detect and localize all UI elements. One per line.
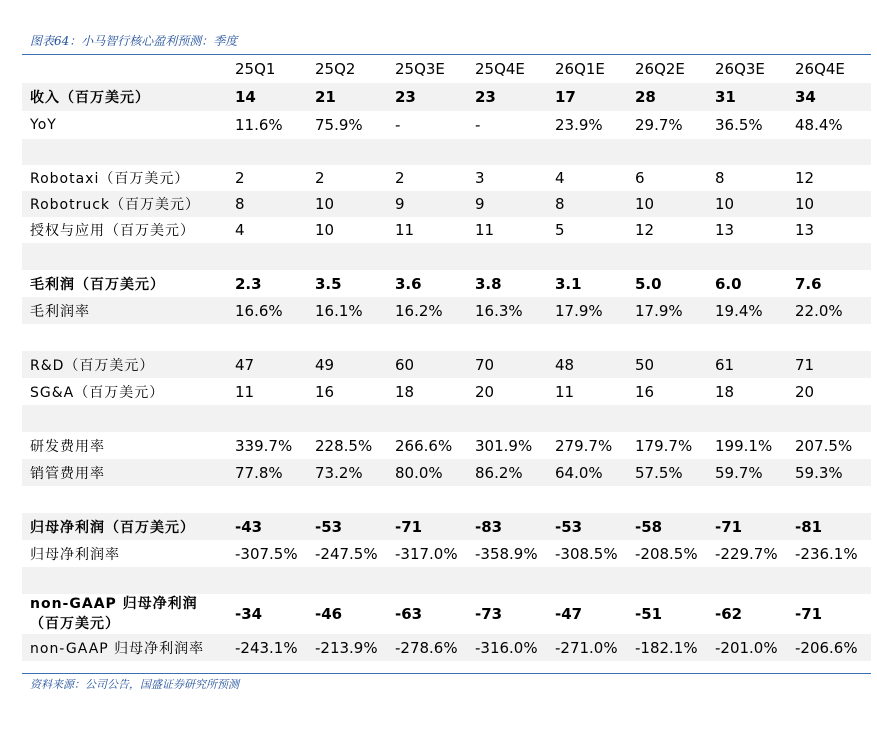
table-cell xyxy=(547,567,627,594)
figure-caption: 图表64：小马智行核心盈利预测：季度 xyxy=(30,34,238,48)
table-cell: 12 xyxy=(787,165,871,191)
table-cell: 70 xyxy=(467,351,547,378)
table-cell: 2 xyxy=(227,165,307,191)
table-cell xyxy=(387,324,467,351)
source-note: 资料来源：公司公告，国盛证券研究所预测 xyxy=(30,678,239,691)
table-cell: 179.7% xyxy=(627,432,707,459)
column-header: 26Q4E xyxy=(787,55,871,83)
table-cell: 59.7% xyxy=(707,459,787,486)
table-cell: 73.2% xyxy=(307,459,387,486)
table-cell: 199.1% xyxy=(707,432,787,459)
table-cell: 11 xyxy=(467,217,547,243)
bottom-rule xyxy=(22,673,871,674)
column-header: 25Q3E xyxy=(387,55,467,83)
table-cell: 57.5% xyxy=(627,459,707,486)
table-cell: 18 xyxy=(387,378,467,405)
table-cell xyxy=(707,243,787,270)
table-cell: 2 xyxy=(307,165,387,191)
row-label: non-GAAP 归母净利润率 xyxy=(22,634,227,661)
column-header: 25Q2 xyxy=(307,55,387,83)
table-row xyxy=(22,270,871,297)
table-cell xyxy=(467,324,547,351)
table-cell: 23.9% xyxy=(547,111,627,139)
table-cell: 7.6 xyxy=(787,270,871,297)
table-cell: -71 xyxy=(787,594,871,634)
table-cell: 10 xyxy=(707,191,787,217)
table-cell: 16.6% xyxy=(227,297,307,324)
table-cell: 279.7% xyxy=(547,432,627,459)
table-cell: 10 xyxy=(627,191,707,217)
table-cell: 6.0 xyxy=(707,270,787,297)
row-label xyxy=(22,324,227,351)
row-label: Robotruck（百万美元） xyxy=(22,191,227,217)
table-cell: 228.5% xyxy=(307,432,387,459)
table-cell xyxy=(227,139,307,165)
table-cell xyxy=(307,139,387,165)
row-label: 归母净利润（百万美元） xyxy=(22,513,227,540)
table-cell: 10 xyxy=(307,217,387,243)
table-cell xyxy=(547,405,627,432)
table-cell: 29.7% xyxy=(627,111,707,139)
table-cell: -71 xyxy=(387,513,467,540)
row-label xyxy=(22,567,227,594)
table-cell xyxy=(627,139,707,165)
table-cell xyxy=(787,324,871,351)
table-cell: 17.9% xyxy=(627,297,707,324)
table-row xyxy=(22,634,871,661)
table-cell xyxy=(387,567,467,594)
table-cell: -206.6% xyxy=(787,634,871,661)
table-cell xyxy=(547,139,627,165)
table-cell xyxy=(627,243,707,270)
table-cell: -229.7% xyxy=(707,540,787,567)
table-cell: -316.0% xyxy=(467,634,547,661)
table-cell xyxy=(707,486,787,513)
table-cell: 48.4% xyxy=(787,111,871,139)
table-cell: - xyxy=(467,111,547,139)
table-cell: 2.3 xyxy=(227,270,307,297)
table-cell xyxy=(387,243,467,270)
table-cell xyxy=(627,567,707,594)
table-cell: - xyxy=(387,111,467,139)
row-label: 归母净利润率 xyxy=(22,540,227,567)
table-cell: 266.6% xyxy=(387,432,467,459)
table-cell xyxy=(707,139,787,165)
table-cell: -317.0% xyxy=(387,540,467,567)
table-cell xyxy=(227,243,307,270)
table-cell: -213.9% xyxy=(307,634,387,661)
table-cell: 20 xyxy=(787,378,871,405)
table-cell: 59.3% xyxy=(787,459,871,486)
row-label xyxy=(22,486,227,513)
table-row xyxy=(22,351,871,378)
table-row xyxy=(22,486,871,513)
table-cell xyxy=(467,139,547,165)
row-label: YoY xyxy=(22,111,227,139)
forecast-table xyxy=(22,55,871,661)
table-cell: -201.0% xyxy=(707,634,787,661)
table-cell: -208.5% xyxy=(627,540,707,567)
table-cell: 18 xyxy=(707,378,787,405)
table-cell xyxy=(627,405,707,432)
row-label: SG&A（百万美元） xyxy=(22,378,227,405)
table-cell: 20 xyxy=(467,378,547,405)
table-cell: -81 xyxy=(787,513,871,540)
table-cell: 16 xyxy=(627,378,707,405)
row-label: non-GAAP 归母净利润（百万美元） xyxy=(22,594,227,634)
column-header: 25Q1 xyxy=(227,55,307,83)
table-row xyxy=(22,217,871,243)
table-cell xyxy=(307,405,387,432)
table-cell xyxy=(707,567,787,594)
table-cell: -83 xyxy=(467,513,547,540)
table-cell: 21 xyxy=(307,83,387,111)
table-row xyxy=(22,243,871,270)
table-cell xyxy=(547,324,627,351)
table-cell: 5 xyxy=(547,217,627,243)
table-cell xyxy=(387,139,467,165)
table-cell: 11 xyxy=(547,378,627,405)
table-cell: 64.0% xyxy=(547,459,627,486)
row-label xyxy=(22,139,227,165)
table-cell: -46 xyxy=(307,594,387,634)
row-label xyxy=(22,405,227,432)
table-cell: -278.6% xyxy=(387,634,467,661)
table-cell: 9 xyxy=(387,191,467,217)
table-cell: 3 xyxy=(467,165,547,191)
table-cell: 49 xyxy=(307,351,387,378)
header-corner xyxy=(22,55,227,83)
table-cell: -247.5% xyxy=(307,540,387,567)
column-header: 25Q4E xyxy=(467,55,547,83)
table-cell xyxy=(467,567,547,594)
column-header: 26Q1E xyxy=(547,55,627,83)
table-cell: -53 xyxy=(547,513,627,540)
table-row xyxy=(22,594,871,634)
table-cell: 48 xyxy=(547,351,627,378)
table-cell: 23 xyxy=(467,83,547,111)
column-header: 26Q2E xyxy=(627,55,707,83)
table-cell: -182.1% xyxy=(627,634,707,661)
table-cell xyxy=(387,486,467,513)
table-cell: -63 xyxy=(387,594,467,634)
table-cell: 22.0% xyxy=(787,297,871,324)
table-cell: 12 xyxy=(627,217,707,243)
table-cell: 71 xyxy=(787,351,871,378)
table-cell xyxy=(787,486,871,513)
table-cell: 13 xyxy=(787,217,871,243)
table-cell xyxy=(387,405,467,432)
table-cell xyxy=(787,405,871,432)
table-row xyxy=(22,540,871,567)
table-cell: 11.6% xyxy=(227,111,307,139)
table-cell: 75.9% xyxy=(307,111,387,139)
row-label: 研发费用率 xyxy=(22,432,227,459)
table-cell: 16.2% xyxy=(387,297,467,324)
table-cell: 13 xyxy=(707,217,787,243)
table-row xyxy=(22,165,871,191)
table-cell: 10 xyxy=(787,191,871,217)
table-cell: 3.5 xyxy=(307,270,387,297)
table-cell: -73 xyxy=(467,594,547,634)
row-label: 销管费用率 xyxy=(22,459,227,486)
table-cell xyxy=(227,486,307,513)
table-cell: -43 xyxy=(227,513,307,540)
table-cell xyxy=(307,243,387,270)
row-label: Robotaxi（百万美元） xyxy=(22,165,227,191)
table-cell: 31 xyxy=(707,83,787,111)
table-cell: -51 xyxy=(627,594,707,634)
table-cell: 61 xyxy=(707,351,787,378)
table-cell: 77.8% xyxy=(227,459,307,486)
table-cell xyxy=(627,324,707,351)
table-cell: 207.5% xyxy=(787,432,871,459)
table-row xyxy=(22,405,871,432)
table-cell: -358.9% xyxy=(467,540,547,567)
table-cell: 6 xyxy=(627,165,707,191)
row-label xyxy=(22,243,227,270)
table-cell xyxy=(227,567,307,594)
table-cell: 14 xyxy=(227,83,307,111)
table-cell: 8 xyxy=(547,191,627,217)
table-cell: 17 xyxy=(547,83,627,111)
table-cell: 3.1 xyxy=(547,270,627,297)
table-cell: 60 xyxy=(387,351,467,378)
table-cell: -71 xyxy=(707,513,787,540)
table-row xyxy=(22,459,871,486)
table-cell: 11 xyxy=(227,378,307,405)
table-cell: 16.1% xyxy=(307,297,387,324)
table-cell: 50 xyxy=(627,351,707,378)
table-cell xyxy=(787,567,871,594)
table-row xyxy=(22,191,871,217)
table-cell: 23 xyxy=(387,83,467,111)
table-cell: -308.5% xyxy=(547,540,627,567)
table-cell xyxy=(707,405,787,432)
table-cell: 17.9% xyxy=(547,297,627,324)
column-header: 26Q3E xyxy=(707,55,787,83)
table-cell xyxy=(787,243,871,270)
table-cell: 2 xyxy=(387,165,467,191)
table-cell: 3.8 xyxy=(467,270,547,297)
header-row xyxy=(22,55,871,83)
row-label: 收入（百万美元） xyxy=(22,83,227,111)
table-row xyxy=(22,83,871,111)
table-cell: 8 xyxy=(227,191,307,217)
table-cell: 301.9% xyxy=(467,432,547,459)
table-cell: 80.0% xyxy=(387,459,467,486)
table-cell: -243.1% xyxy=(227,634,307,661)
table-cell xyxy=(307,567,387,594)
row-label: 毛利润率 xyxy=(22,297,227,324)
table-row xyxy=(22,324,871,351)
table-cell: 4 xyxy=(547,165,627,191)
table-cell xyxy=(547,243,627,270)
row-label: 毛利润（百万美元） xyxy=(22,270,227,297)
table-cell xyxy=(787,139,871,165)
table-cell xyxy=(707,324,787,351)
table-cell: -53 xyxy=(307,513,387,540)
table-row xyxy=(22,567,871,594)
table-cell: 34 xyxy=(787,83,871,111)
table-cell: 8 xyxy=(707,165,787,191)
table-cell: -62 xyxy=(707,594,787,634)
table-cell xyxy=(227,405,307,432)
table-cell xyxy=(467,243,547,270)
table-cell xyxy=(627,486,707,513)
row-label: 授权与应用（百万美元） xyxy=(22,217,227,243)
table-cell: 10 xyxy=(307,191,387,217)
table-row xyxy=(22,297,871,324)
table-cell: -34 xyxy=(227,594,307,634)
table-cell: -58 xyxy=(627,513,707,540)
table-cell: 28 xyxy=(627,83,707,111)
table-cell: -271.0% xyxy=(547,634,627,661)
table-cell: 16.3% xyxy=(467,297,547,324)
table-cell xyxy=(307,486,387,513)
table-row xyxy=(22,139,871,165)
table-cell: -236.1% xyxy=(787,540,871,567)
table-row xyxy=(22,432,871,459)
table-cell: 86.2% xyxy=(467,459,547,486)
table-cell: -307.5% xyxy=(227,540,307,567)
table-cell xyxy=(307,324,387,351)
table-cell: 3.6 xyxy=(387,270,467,297)
table-cell: 11 xyxy=(387,217,467,243)
table-cell: -47 xyxy=(547,594,627,634)
table-cell xyxy=(227,324,307,351)
table-cell: 339.7% xyxy=(227,432,307,459)
table-cell xyxy=(547,486,627,513)
table-cell xyxy=(467,405,547,432)
table-cell: 16 xyxy=(307,378,387,405)
table-cell: 47 xyxy=(227,351,307,378)
table-row xyxy=(22,513,871,540)
table-cell: 19.4% xyxy=(707,297,787,324)
table-row xyxy=(22,378,871,405)
table-row xyxy=(22,111,871,139)
table-cell: 36.5% xyxy=(707,111,787,139)
table-cell xyxy=(467,486,547,513)
table-cell: 5.0 xyxy=(627,270,707,297)
table-cell: 4 xyxy=(227,217,307,243)
table-cell: 9 xyxy=(467,191,547,217)
row-label: R&D（百万美元） xyxy=(22,351,227,378)
